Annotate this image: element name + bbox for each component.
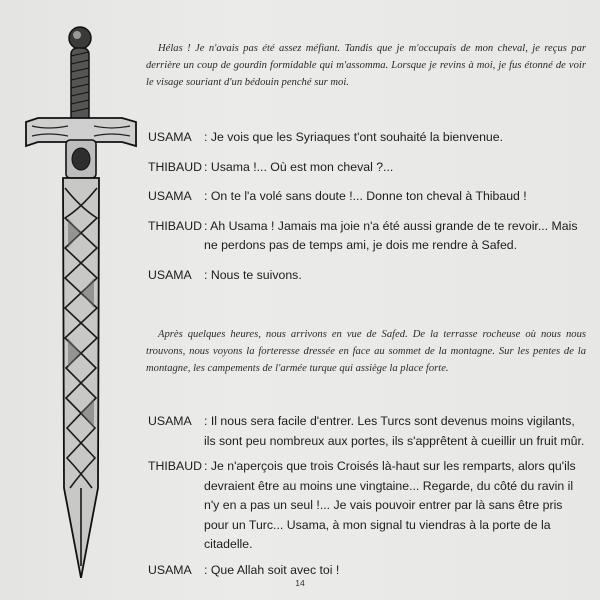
dialogue-line: : Nous te suivons.	[204, 267, 302, 282]
speaker-name: USAMA	[148, 189, 192, 203]
dialogue-line: : Je vois que les Syriaques t'ont souhaité la bienvenue.	[204, 130, 504, 144]
dialogue-block-1	[148, 128, 588, 285]
dialogue-line: : Ah Usama ! Jamais ma joie n'a été aussi grande de te revoir... Mais ne perdons pas de temps ami, je dois me rendre à Safed.	[204, 218, 578, 252]
narration-text: Après quelques heures, nous arrivons en vue de Safed. De la terrasse rocheuse où nous nous trouvons, nous voyons la forteresse dressée en face au sommet de la montagne. Sur les pentes de la montagne, les campements de l'armée turque qui assiège la place forte.	[146, 329, 586, 374]
speaker-name: USAMA	[148, 414, 192, 428]
dialogue-line: : Je n'aperçois que trois Croisés là-haut sur les remparts, alors qu'ils devraient être au moins une vingtaine... Regarde, du côté du ravin il n'y en a pas un seul !... Je vais pouvoir entrer par là sans être pris pour un Turc... Usama, à mon signal tu viendras à la porte de la citadelle.	[204, 459, 576, 551]
dialogue-block-2	[148, 412, 588, 580]
narration-block-1	[146, 40, 586, 91]
dialogue-line: : Que Allah soit avec toi !	[204, 562, 340, 577]
dialogue-line: : On te l'a volé sans doute !... Donne ton cheval à Thibaud !	[204, 189, 527, 203]
dialogue-line: : Usama !... Où est mon cheval ?...	[204, 159, 394, 174]
page-number: 14	[295, 578, 305, 588]
narration-text: Hélas ! Je n'avais pas été assez méfiant. Tandis que je m'occupais de mon cheval, je reçus par derrière un coup de gourdin formidable qui m'assomma. Lorsque je revins à moi, je fus étonné de voir le visage souriant d'un bédouin penché sur moi.	[146, 43, 586, 88]
sword-illustration	[18, 18, 148, 578]
narration-block-2	[146, 326, 586, 377]
speaker-name: THIBAUD	[148, 218, 202, 233]
speaker-name: USAMA	[148, 267, 192, 282]
speaker-name: USAMA	[148, 130, 192, 144]
speaker-name: THIBAUD	[148, 159, 202, 174]
dialogue-line: : Il nous sera facile d'entrer. Les Turcs sont devenus moins vigilants, ils sont peu nombreux aux portes, ils s'apprêtent à cueillir un fruit mûr.	[204, 414, 585, 448]
speaker-name: THIBAUD	[148, 459, 202, 473]
speaker-name: USAMA	[148, 562, 192, 577]
